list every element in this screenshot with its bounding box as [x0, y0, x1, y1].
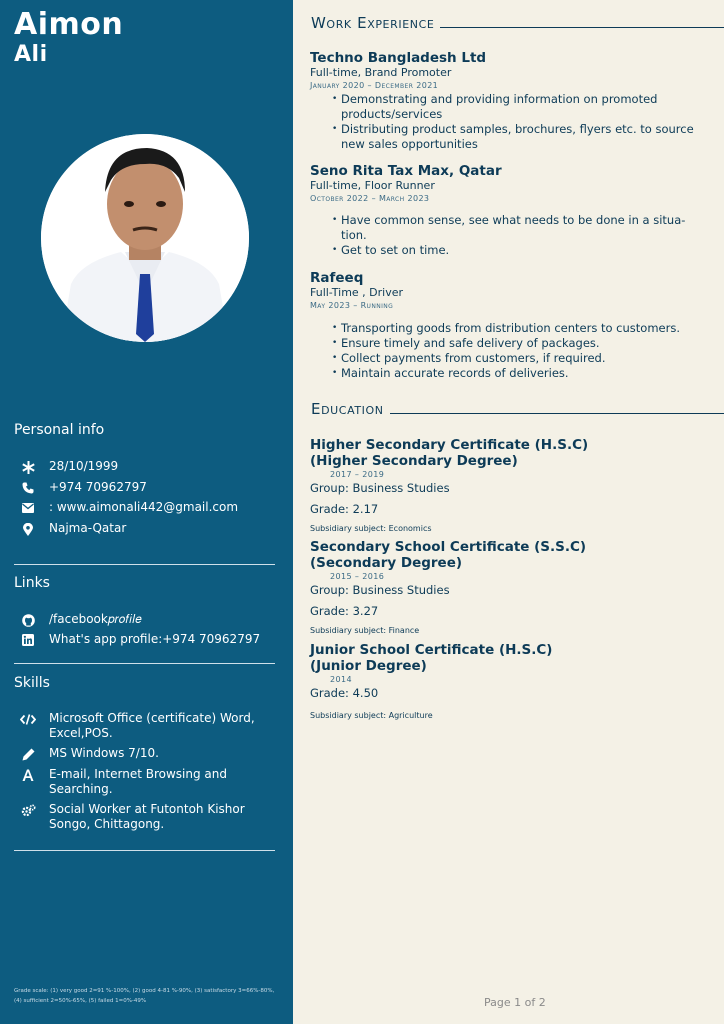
skill-item: MS Windows 7/10.: [20, 746, 264, 762]
education-grade: Grade: 2.17: [310, 502, 379, 516]
qualification-title: Junior School Certificate (H.S.C): [310, 642, 553, 658]
education-dates: 2017 – 2019: [330, 470, 385, 479]
pen-icon: [20, 746, 36, 762]
candidate-name: [14, 7, 124, 69]
duty-item: • Ensure timely and safe delivery of packages.: [332, 336, 710, 351]
qualification-subtitle: (Higher Secondary Degree): [310, 453, 518, 469]
education-entry: [310, 437, 710, 534]
education-entry: [310, 539, 710, 636]
qualification-title: Secondary School Certificate (S.S.C): [310, 539, 587, 555]
duty-item: • Maintain accurate records of deliveries.: [332, 366, 710, 381]
sidebar-divider: [14, 850, 275, 851]
skill-item: Social Worker at Futontoh Kishor Songo, Chittagong.: [20, 802, 264, 832]
personal-phone[interactable]: +974 70962797: [20, 480, 147, 496]
personal-email[interactable]: : www.aimonali442@gmail.com: [20, 500, 238, 516]
skill-item: E-mail, Internet Browsing and Searching.: [20, 767, 264, 797]
job-role: Full-time, Floor Runner: [310, 179, 435, 192]
linkedin-icon: [20, 632, 36, 648]
font-icon: [20, 767, 36, 783]
main-content: [293, 0, 724, 1024]
employer-name: Techno Bangladesh Ltd: [310, 50, 487, 66]
education-grade: Grade: 3.27: [310, 604, 379, 618]
last-name: Ali: [14, 42, 48, 67]
skill-item: Microsoft Office (certificate) Word, Excel,POS.: [20, 711, 264, 741]
education-group: Group: Business Studies: [310, 481, 450, 495]
duty-item: • Demonstrating and providing information on promoted products/services: [332, 92, 710, 122]
duty-item: • Transporting goods from distribution centers to customers.: [332, 321, 710, 336]
education-grade: Grade: 4.50: [310, 686, 379, 700]
job-duties: [332, 92, 710, 152]
personal-location: Najma-Qatar: [20, 521, 126, 537]
link-whatsapp[interactable]: What's app profile:+974 70962797: [20, 632, 260, 648]
subsidiary-subject: Subsidiary subject: Agriculture: [310, 711, 433, 720]
asterisk-icon: [20, 459, 36, 475]
education-heading: Education: [311, 400, 724, 418]
sidebar-divider: [14, 564, 275, 565]
job-duties: [332, 213, 710, 258]
sidebar: [0, 0, 293, 1024]
first-name: Aimon: [14, 7, 124, 42]
page-number: Page 1 of 2: [484, 996, 546, 1009]
sidebar-divider: [14, 663, 275, 664]
code-icon: [20, 711, 36, 727]
envelope-icon: [20, 500, 36, 516]
subsidiary-subject: Subsidiary subject: Finance: [310, 626, 420, 635]
profile-photo: [41, 134, 249, 342]
work-entry: [310, 163, 710, 258]
education-dates: 2014: [330, 675, 352, 684]
skills-heading: Skills: [14, 675, 50, 691]
qualification-subtitle: (Junior Degree): [310, 658, 427, 674]
job-dates: January 2020 – December 2021: [310, 81, 439, 90]
education-dates: 2015 – 2016: [330, 572, 385, 581]
personal-birthdate: 28/10/1999: [20, 459, 118, 475]
link-facebook[interactable]: /facebook𝑝𝑟𝑜𝑓𝑖𝑙𝑒: [20, 612, 142, 628]
job-role: Full-Time , Driver: [310, 286, 404, 299]
work-entry: [310, 50, 710, 152]
work-entry: [310, 270, 710, 381]
gears-icon: [20, 802, 36, 818]
grade-scale-footnote: Grade scale: (1) very good 2=91 %-100%, (2) good 4-81 %-90%, (3) satisfactory 3=66%-80%, (4) sufficient 2=50%-65%, (5) failed 1=0%-49%: [14, 988, 275, 1004]
duty-item: • Distributing product samples, brochures, flyers etc. to source new sales opportunities: [332, 122, 710, 152]
job-duties: [332, 321, 710, 381]
links-heading: Links: [14, 575, 50, 591]
qualification-subtitle: (Secondary Degree): [310, 555, 463, 571]
phone-icon: [20, 480, 36, 496]
duty-item: • Collect payments from customers, if required.: [332, 351, 710, 366]
duty-item: • Have common sense, see what needs to be done in a situa-tion.: [332, 213, 710, 243]
employer-name: Seno Rita Tax Max, Qatar: [310, 163, 502, 179]
duty-item: • Get to set on time.: [332, 243, 710, 258]
github-icon: [20, 612, 36, 628]
qualification-title: Higher Secondary Certificate (H.S.C): [310, 437, 589, 453]
employer-name: Rafeeq: [310, 270, 364, 286]
subsidiary-subject: Subsidiary subject: Economics: [310, 524, 432, 533]
location-pin-icon: [20, 521, 36, 537]
education-entry: [310, 642, 710, 721]
job-role: Full-time, Brand Promoter: [310, 66, 452, 79]
education-group: Group: Business Studies: [310, 583, 450, 597]
work-experience-heading: Work Experience: [311, 14, 724, 32]
personal-info-heading: Personal info: [14, 422, 105, 438]
job-dates: October 2022 – March 2023: [310, 194, 430, 203]
job-dates: May 2023 – Running: [310, 301, 394, 310]
